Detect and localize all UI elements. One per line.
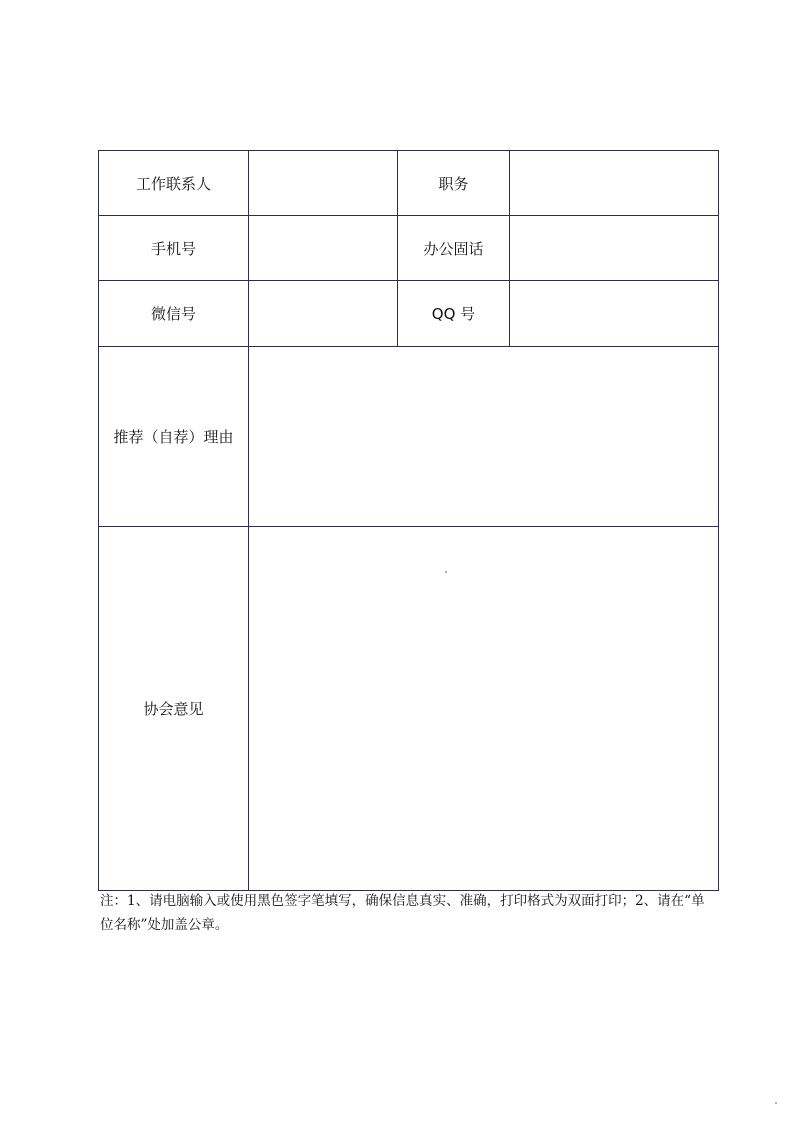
mobile-label: 手机号 <box>99 216 249 281</box>
position-label: 职务 <box>398 151 510 216</box>
mobile-row <box>99 216 719 281</box>
footnote: 注：1、请电脑输入或使用黑色签字笔填写，确保信息真实、准确，打印格式为双面打印；2、请在“单位名称”处加盖公章。 <box>100 893 705 933</box>
scan-speck <box>445 571 447 573</box>
association-opinion-field[interactable] <box>249 527 719 891</box>
recommend-reason-row <box>99 347 719 527</box>
qq-label: QQ 号 <box>398 281 510 347</box>
scan-speck <box>775 1102 777 1104</box>
contact-label: 工作联系人 <box>99 151 249 216</box>
wechat-field[interactable] <box>249 281 398 347</box>
mobile-field[interactable] <box>249 216 398 281</box>
office-phone-label: 办公固话 <box>398 216 510 281</box>
association-opinion-label: 协会意见 <box>99 527 249 891</box>
registration-form-table <box>98 150 719 891</box>
wechat-label: 微信号 <box>99 281 249 347</box>
contact-row <box>99 151 719 216</box>
wechat-row <box>99 281 719 347</box>
position-field[interactable] <box>510 151 719 216</box>
contact-field[interactable] <box>249 151 398 216</box>
recommend-reason-field[interactable] <box>249 347 719 527</box>
qq-field[interactable] <box>510 281 719 347</box>
office-phone-field[interactable] <box>510 216 719 281</box>
recommend-reason-label: 推荐（自荐）理由 <box>99 347 249 527</box>
association-opinion-row <box>99 527 719 891</box>
